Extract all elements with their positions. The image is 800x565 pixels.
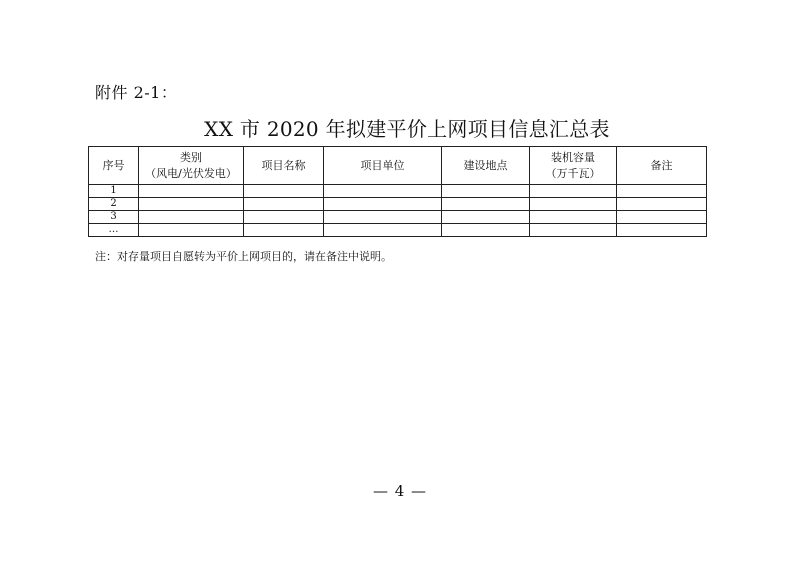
header-category: [139, 147, 244, 185]
table-row: [89, 185, 707, 198]
header-location: [442, 147, 530, 185]
category-cell: [139, 224, 244, 237]
summary-table: [88, 146, 707, 237]
header-capacity-unit: （万千瓦）: [545, 166, 601, 180]
capacity-cell: [530, 224, 617, 237]
header-category-sublabel: （风电/光伏发电）: [145, 166, 237, 180]
capacity-cell: [530, 185, 617, 198]
footnote: 注：对存量项目自愿转为平价上网项目的，请在备注中说明。: [95, 250, 392, 263]
remarks-cell: [617, 211, 707, 224]
header-capacity: [530, 147, 617, 185]
header-location-label: 建设地点: [463, 158, 508, 172]
project-unit-cell: [324, 185, 442, 198]
header-project-unit-label: 项目单位: [360, 158, 405, 172]
remarks-cell: [617, 198, 707, 211]
remarks-cell: [617, 185, 707, 198]
project-unit-cell: [324, 224, 442, 237]
location-cell: [442, 198, 530, 211]
category-cell: [139, 198, 244, 211]
header-project-name-label: 项目名称: [261, 158, 306, 172]
header-project-name: [244, 147, 324, 185]
capacity-cell: [530, 211, 617, 224]
header-remarks-label: 备注: [650, 158, 673, 172]
row-index-cell: 1: [89, 185, 139, 198]
header-capacity-label: 装机容量: [551, 150, 595, 164]
table-header-row: [89, 147, 707, 185]
location-cell: [442, 211, 530, 224]
project-name-cell: [244, 198, 324, 211]
capacity-cell: [530, 198, 617, 211]
project-unit-cell: [324, 211, 442, 224]
document-title: XX 市 2020 年拟建平价上网项目信息汇总表: [204, 117, 610, 141]
page-number: — 4 —: [372, 482, 428, 500]
header-remarks: [617, 147, 707, 185]
header-index-label: 序号: [102, 158, 125, 172]
header-index: [89, 147, 139, 185]
table-row: [89, 198, 707, 211]
location-cell: [442, 185, 530, 198]
project-name-cell: [244, 211, 324, 224]
project-name-cell: [244, 185, 324, 198]
header-project-unit: [324, 147, 442, 185]
category-cell: [139, 211, 244, 224]
project-unit-cell: [324, 198, 442, 211]
row-index-cell: 2: [89, 198, 139, 211]
header-category-label: 类别: [180, 150, 202, 164]
remarks-cell: [617, 224, 707, 237]
project-name-cell: [244, 224, 324, 237]
row-index-cell: …: [89, 224, 139, 237]
attachment-label: 附件 2-1：: [95, 83, 178, 102]
row-index-cell: 3: [89, 211, 139, 224]
table-row: [89, 211, 707, 224]
table-row: [89, 224, 707, 237]
category-cell: [139, 185, 244, 198]
location-cell: [442, 224, 530, 237]
